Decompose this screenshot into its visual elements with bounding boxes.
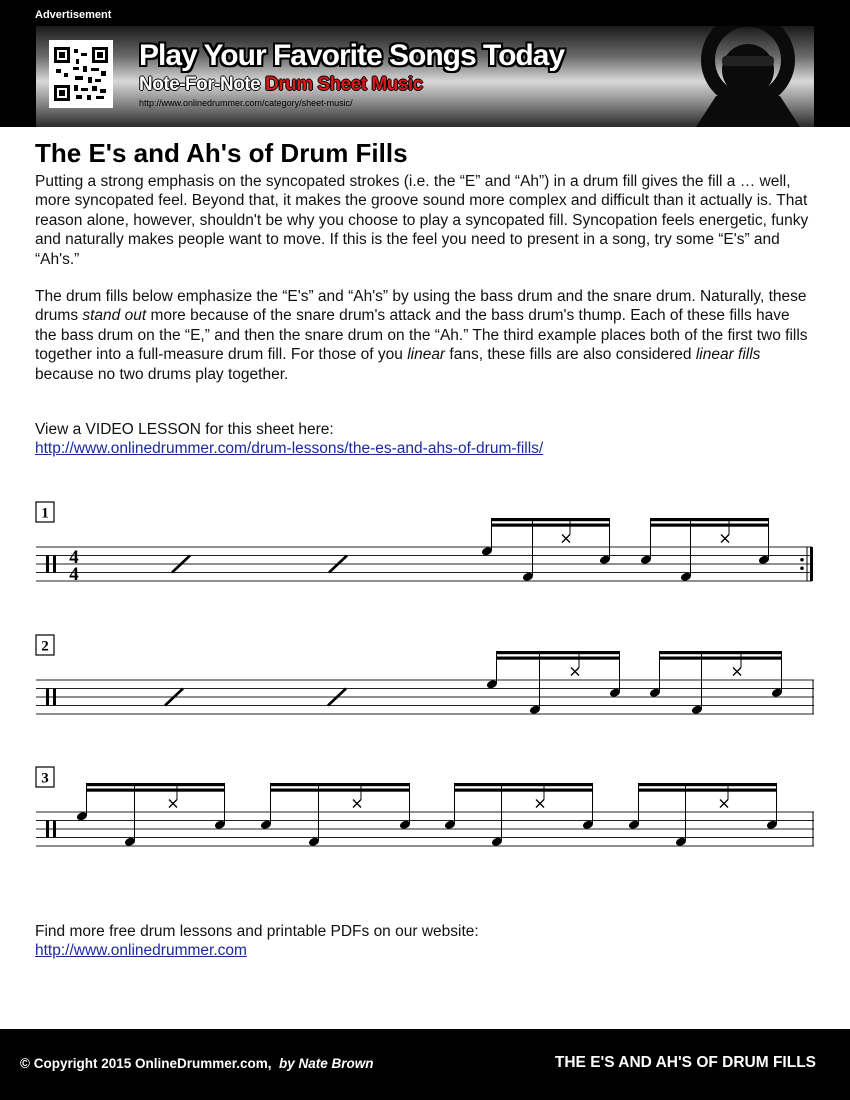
- percussion-clef-icon: [46, 821, 49, 838]
- footer-title: THE E'S AND AH'S OF DRUM FILLS: [554, 1054, 816, 1071]
- repeat-dot: [800, 558, 804, 562]
- final-barline: [810, 547, 813, 581]
- video-lesson-link[interactable]: http://www.onlinedrummer.com/drum-lessons/the-es-and-ahs-of-drum-fills/: [35, 440, 544, 457]
- more-lessons-label: Find more free drum lessons and printable PDFs on our website:: [35, 923, 479, 940]
- note-beam: [86, 783, 225, 786]
- ad-subtitle-white: Note-For-Note: [139, 74, 261, 95]
- measure-number: 1: [41, 505, 49, 522]
- time-signature-bottom: 4: [69, 564, 79, 585]
- note-beam: [638, 783, 777, 786]
- ad-url[interactable]: http://www.onlinedrummer.com/category/sheet-music/: [139, 98, 353, 108]
- note-beam: [86, 789, 225, 792]
- note-beam: [638, 789, 777, 792]
- percussion-clef-icon: [53, 689, 56, 706]
- website-link[interactable]: http://www.onlinedrummer.com: [35, 942, 247, 959]
- percussion-clef-icon: [46, 689, 49, 706]
- note-beam: [270, 783, 410, 786]
- ad-subtitle-red: Drum Sheet Music: [264, 74, 423, 95]
- text-span: fans, these fills are also considered: [445, 346, 696, 364]
- note-beam: [650, 518, 769, 521]
- note-beam: [659, 657, 782, 660]
- emphasis-text: linear fills: [695, 346, 761, 364]
- note-beam: [491, 524, 610, 527]
- note-beam: [491, 518, 610, 521]
- percussion-clef-icon: [53, 821, 56, 838]
- percussion-clef-icon: [53, 556, 56, 573]
- emphasis-text: stand out: [82, 307, 147, 325]
- video-lesson-label: View a VIDEO LESSON for this sheet here:: [35, 421, 334, 438]
- copyright-text: [20, 1056, 374, 1071]
- intro-paragraph: Putting a strong emphasis on the syncopated strokes (i.e. the “E” and “Ah”) in a drum fill gives the fill a … well, more syncopated feel. Beyond that, it makes the groove sound more complex and difficult than it actually is. That reason alone, however, shouldn't be why you choose to play a syncopated fill. Syncopation feels energetic, funky and naturally makes people want to move. If this is the feel you need to present in a song, try some “E's” and “Ah's.”: [35, 173, 809, 268]
- note-beam: [496, 657, 620, 660]
- note-beam: [270, 789, 410, 792]
- copyright-notice: © Copyright 2015 OnlineDrummer.com,: [20, 1056, 272, 1071]
- measure-number: 3: [41, 770, 49, 787]
- footer-bar: [0, 1029, 850, 1100]
- text-span: The drum fills below emphasize the “E's” and “Ah's” by using the bass drum and the snare drum. Naturally, these drums: [35, 288, 807, 325]
- ad-title: Play Your Favorite Songs Today: [139, 39, 565, 72]
- emphasis-text: linear: [407, 346, 446, 364]
- more-lessons-block: [35, 922, 479, 960]
- repeat-dot: [800, 566, 804, 570]
- note-beam: [454, 783, 593, 786]
- note-beam: [454, 789, 593, 792]
- advertisement-label: Advertisement: [35, 9, 112, 21]
- time-signature-top: 4: [69, 547, 79, 568]
- note-beam: [650, 524, 769, 527]
- percussion-clef-icon: [46, 556, 49, 573]
- text-span: more because of the snare drum's attack and the bass drum's thump. Each of these fills have the bass drum on the “E,” and then the snare drum on the “Ah.” The third example places both of the first two fills together into a full-measure drum fill. For those of you: [35, 307, 808, 364]
- note-beam: [496, 651, 620, 654]
- note-beam: [659, 651, 782, 654]
- text-span: because no two drums play together.: [35, 365, 289, 383]
- page-title: The E's and Ah's of Drum Fills: [35, 138, 408, 168]
- author-credit: by Nate Brown: [279, 1056, 374, 1071]
- measure-number: 2: [41, 638, 49, 655]
